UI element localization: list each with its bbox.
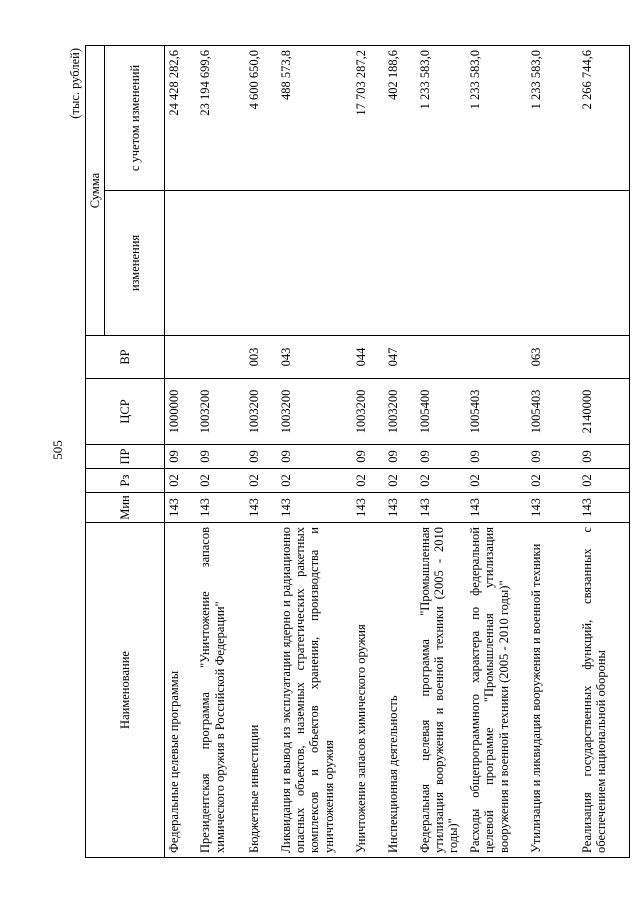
row-total: 17 703 287,2 [352,46,384,191]
row-min: 143 [352,493,384,523]
table-row [245,46,277,858]
row-min: 143 [277,493,353,523]
row-csr: 1003200 [245,379,277,445]
table-row [196,46,244,858]
row-rz: 02 [466,469,527,493]
table-body [165,46,630,858]
row-pr: 09 [277,445,353,469]
row-total: 488 573,8 [277,46,353,191]
header-vr: ВР [86,336,165,379]
table-row [277,46,353,858]
row-vr: 044 [352,336,384,379]
row-total: 1 233 583,0 [416,46,467,191]
row-pr: 09 [466,445,527,469]
row-pr: 09 [527,445,578,469]
row-min: 143 [527,493,578,523]
row-rz: 02 [416,469,467,493]
table-row [466,46,527,858]
row-min: 143 [416,493,467,523]
row-rz: 02 [527,469,578,493]
row-total: 4 600 650,0 [245,46,277,191]
row-name: Инспекционная деятельность [384,523,416,858]
row-changes [466,191,527,336]
table-row [527,46,578,858]
table-row [384,46,416,858]
row-csr: 1005403 [527,379,578,445]
row-changes [245,191,277,336]
row-vr [196,336,244,379]
row-rz: 02 [277,469,353,493]
row-changes [196,191,244,336]
row-csr: 1005400 [416,379,467,445]
row-total: 23 194 699,6 [196,46,244,191]
row-changes [578,191,630,336]
row-vr [416,336,467,379]
row-pr: 09 [416,445,467,469]
row-total: 1 233 583,0 [466,46,527,191]
header-csr: ЦСР [86,379,165,445]
row-name: Бюджетные инвестиции [245,523,277,858]
row-changes [165,191,197,336]
units-label: (тыс. рублей) [68,48,82,119]
header-changes: изменения [105,191,165,336]
row-vr: 003 [245,336,277,379]
row-vr [165,336,197,379]
row-total: 402 188,6 [384,46,416,191]
page-number: 505 [50,440,65,460]
row-rz: 02 [165,469,197,493]
row-pr: 09 [384,445,416,469]
row-pr: 09 [196,445,244,469]
row-name: Расходы общепрограммного характера по федеральной целевой программе "Промышленная утилизация вооружения и военной техники (2005 - 2010 годы)" [466,523,527,858]
row-changes [277,191,353,336]
row-pr: 09 [578,445,630,469]
row-rz: 02 [245,469,277,493]
row-rz: 02 [384,469,416,493]
row-pr: 09 [352,445,384,469]
row-changes [527,191,578,336]
row-vr: 047 [384,336,416,379]
row-name: Ликвидация и вывод из эксплуатации ядерно и радиационно опасных объектов, наземных стратегических ракетных комплексов и объектов хранения, производства и уничтожения оружия [277,523,353,858]
row-name: Утилизация и ликвидация вооружения и военной техники [527,523,578,858]
table-row [578,46,630,858]
row-total: 24 428 282,6 [165,46,197,191]
table-row [416,46,467,858]
row-csr: 1003200 [196,379,244,445]
row-changes [384,191,416,336]
row-csr: 1003200 [277,379,353,445]
row-changes [416,191,467,336]
table-row [165,46,197,858]
header-with-changes: с учетом изменений [105,46,165,191]
row-changes [352,191,384,336]
budget-table [85,45,630,858]
row-name: Реализация государственных функций, связанных с обеспечением национальной обороны [578,523,630,858]
row-rz: 02 [352,469,384,493]
header-rz: Рз [86,469,165,493]
row-name: Уничтожение запасов химического оружия [352,523,384,858]
row-name: Президентская программа "Уничтожение запасов химического оружия в Российской Федерации" [196,523,244,858]
row-min: 143 [245,493,277,523]
row-total: 2 266 744,6 [578,46,630,191]
table-row [352,46,384,858]
header-pr: ПР [86,445,165,469]
row-name: Федеральные целевые программы [165,523,197,858]
row-min: 143 [165,493,197,523]
row-csr: 1003200 [384,379,416,445]
row-vr [578,336,630,379]
row-rz: 02 [196,469,244,493]
header-min: Мин [86,493,165,523]
row-min: 143 [578,493,630,523]
row-vr: 063 [527,336,578,379]
row-vr: 043 [277,336,353,379]
row-csr: 1003200 [352,379,384,445]
row-total: 1 233 583,0 [527,46,578,191]
row-csr: 1005403 [466,379,527,445]
row-name: Федеральная целевая программа "Промышленная утилизация вооружения и военной техники (2005 - 2010 годы)" [416,523,467,858]
rotated-page-content [68,46,630,858]
header-name: Наименование [86,523,165,858]
row-vr [466,336,527,379]
row-csr: 1000000 [165,379,197,445]
row-pr: 09 [245,445,277,469]
row-csr: 2140000 [578,379,630,445]
row-min: 143 [384,493,416,523]
row-min: 143 [196,493,244,523]
row-rz: 02 [578,469,630,493]
header-sum: Сумма [86,46,105,336]
row-pr: 09 [165,445,197,469]
row-min: 143 [466,493,527,523]
